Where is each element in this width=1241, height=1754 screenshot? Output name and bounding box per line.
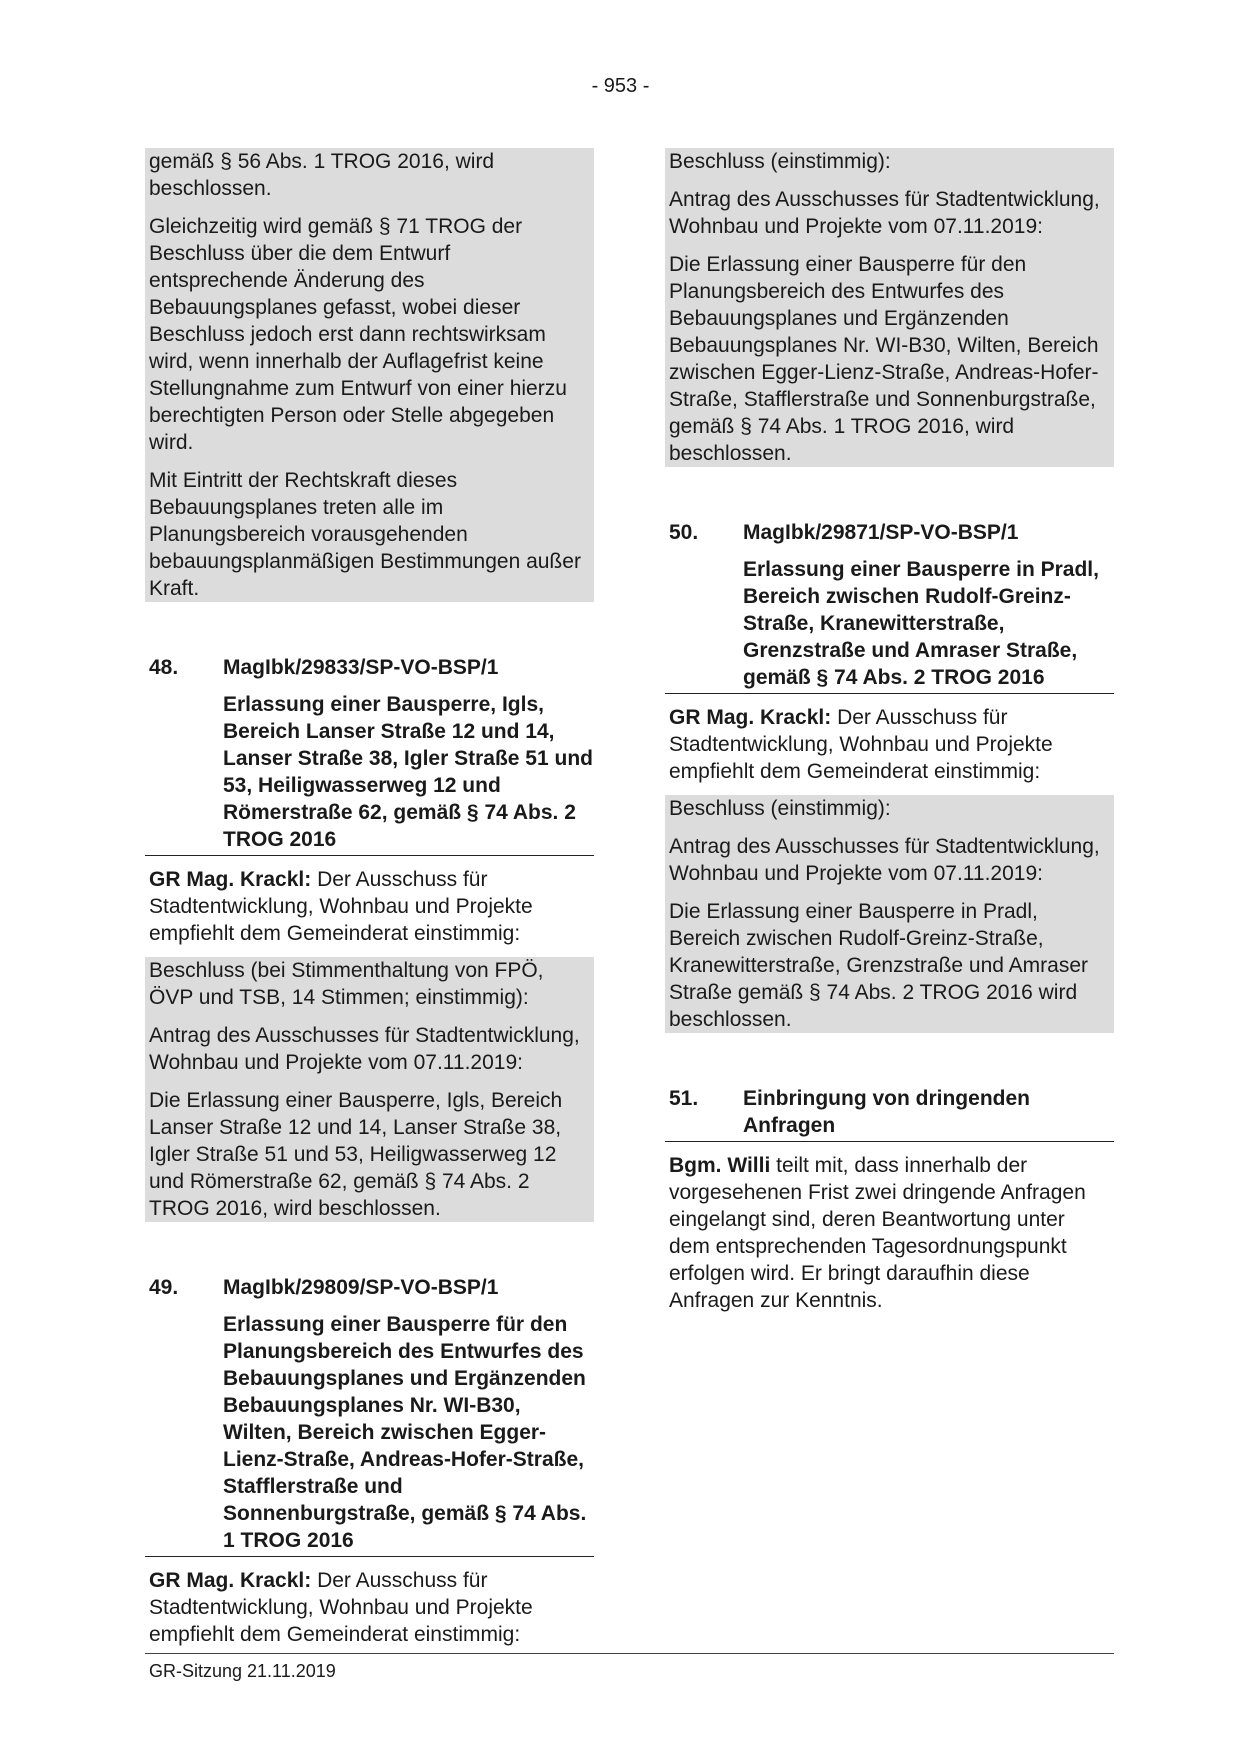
item-title: Erlassung einer Bausperre in Pradl, Bereich zwischen Rudolf-Greinz-Straße, Kranewitterstraße, Grenzstraße und Amraser Straße, gemäß § 74 Abs. 2 TROG 2016 [743,558,1099,689]
right-column [665,148,1114,1314]
speaker-text: teilt mit, dass innerhalb der vorgesehenen Frist zwei dringende Anfragen eingelangt sind, deren Beantwortung unter dem entsprechenden Tagesordnungspunkt erfolgen wird. Er bringt daraufhin diese Anfragen zur Kenntnis. [669,1154,1086,1312]
item-title: Einbringung von dringenden Anfragen [743,1087,1030,1137]
item-reference: MagIbk/29871/SP-VO-BSP/1 [743,521,1019,544]
motion-line: Antrag des Ausschusses für Stadtentwicklung, Wohnbau und Projekte vom 07.11.2019: [669,835,1100,885]
decision-line: Beschluss (einstimmig): [669,797,891,820]
motion-line: Antrag des Ausschusses für Stadtentwicklung, Wohnbau und Projekte vom 07.11.2019: [149,1024,580,1074]
paragraph: Mit Eintritt der Rechtskraft dieses Bebauungsplanes treten alle im Planungsbereich vorausgehenden bebauungsplanmäßigen Bestimmungen außer Kraft. [149,469,581,600]
speaker-name: GR Mag. Krackl: [669,706,832,729]
speaker-text: Der Ausschuss für Stadtentwicklung, Wohnbau und Projekte empfiehlt dem Gemeinderat einstimmig: [669,706,1053,783]
resolution-block [665,148,1114,467]
item-number: 51. [669,1087,699,1110]
agenda-item-50-heading [665,519,1114,694]
agenda-item-49-heading [145,1274,594,1557]
item-number: 48. [149,656,179,679]
item-title: Erlassung einer Bausperre, Igls, Bereich Lanser Straße 12 und 14, Lanser Straße 38, Igler Straße 51 und 53, Heiligwasserweg 12 und Römerstraße 62, gemäß § 74 Abs. 2 TROG 2016 [223,693,593,851]
speaker-name: GR Mag. Krackl: [149,1569,312,1592]
speaker-statement [145,1567,594,1648]
speaker-text: Der Ausschuss für Stadtentwicklung, Wohnbau und Projekte empfiehlt dem Gemeinderat einstimmig: [149,868,533,945]
speaker-name: GR Mag. Krackl: [149,868,312,891]
resolution-text: Die Erlassung einer Bausperre in Pradl, Bereich zwischen Rudolf-Greinz-Straße, Kranewitterstraße, Grenzstraße und Amraser Straße gemäß § 74 Abs. 2 TROG 2016 wird beschlossen. [669,900,1088,1031]
decision-line: Beschluss (einstimmig): [669,150,891,173]
speaker-text: Der Ausschuss für Stadtentwicklung, Wohnbau und Projekte empfiehlt dem Gemeinderat einstimmig: [149,1569,533,1646]
item-number: 50. [669,521,699,544]
resolution-block [145,957,594,1222]
decision-line: Beschluss (bei Stimmenthaltung von FPÖ, ÖVP und TSB, 14 Stimmen; einstimmig): [149,959,544,1009]
speaker-statement [145,866,594,947]
agenda-item-51-heading [665,1085,1114,1142]
item-number: 49. [149,1276,179,1299]
footer-divider [145,1653,1114,1654]
item-reference: MagIbk/29833/SP-VO-BSP/1 [223,656,499,679]
left-column [145,148,594,1648]
page-number: - 953 - [591,75,650,97]
item-reference: MagIbk/29809/SP-VO-BSP/1 [223,1276,499,1299]
resolution-text: Die Erlassung einer Bausperre für den Planungsbereich des Entwurfes des Bebauungsplanes und Ergänzenden Bebauungsplanes Nr. WI-B30, Wilten, Bereich zwischen Egger-Lienz-Straße, Andreas-Hofer-Straße, Stafflerstraße und Sonnenburgstraße, gemäß § 74 Abs. 1 TROG 2016, wird beschlossen. [669,253,1099,465]
continued-resolution-block [145,148,594,602]
speaker-name: Bgm. Willi [669,1154,771,1177]
paragraph: gemäß § 56 Abs. 1 TROG 2016, wird beschlossen. [149,150,495,200]
item-title: Erlassung einer Bausperre für den Planungsbereich des Entwurfes des Bebauungsplanes und Ergänzenden Bebauungsplanes Nr. WI-B30, Wilten, Bereich zwischen Egger-Lienz-Straße, Andreas-Hofer-Straße, Stafflerstraße und Sonnenburgstraße, gemäß § 74 Abs. 1 TROG 2016 [223,1313,587,1552]
footer-session-date: GR-Sitzung 21.11.2019 [149,1661,336,1681]
paragraph: Gleichzeitig wird gemäß § 71 TROG der Beschluss über die dem Entwurf entsprechende Änderung des Bebauungsplanes gefasst, wobei dieser Beschluss jedoch erst dann rechtswirksam wird, wenn innerhalb der Auflagefrist keine Stellungnahme zum Entwurf von einer hierzu berechtigten Person oder Stelle abgegeben wird. [149,215,567,454]
resolution-block [665,795,1114,1033]
speaker-statement [665,1152,1114,1314]
resolution-text: Die Erlassung einer Bausperre, Igls, Bereich Lanser Straße 12 und 14, Lanser Straße 38, Igler Straße 51 und 53, Heiligwasserweg 12 und Römerstraße 62, gemäß § 74 Abs. 2 TROG 2016, wird beschlossen. [149,1089,563,1220]
speaker-statement [665,704,1114,785]
motion-line: Antrag des Ausschusses für Stadtentwicklung, Wohnbau und Projekte vom 07.11.2019: [669,188,1100,238]
agenda-item-48-heading [145,654,594,856]
